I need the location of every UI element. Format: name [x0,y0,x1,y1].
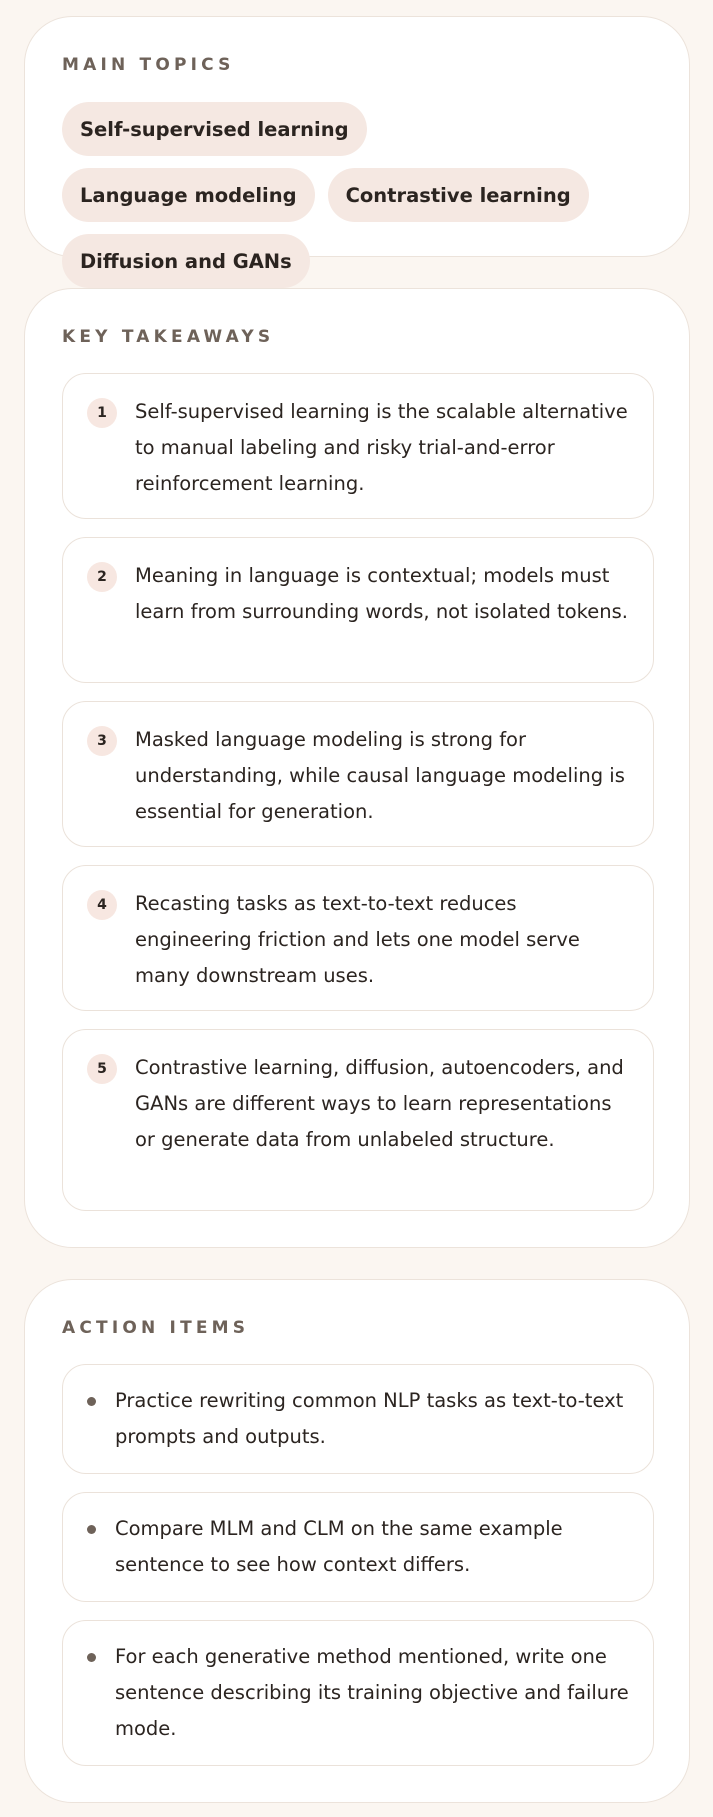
bullet-icon [87,1397,96,1406]
bullet-icon [87,1653,96,1662]
takeaway-number-badge: 4 [87,890,117,920]
takeaway-item [62,373,654,519]
topic-chip[interactable]: Diffusion and GANs [62,234,310,288]
main-topics-title: MAIN TOPICS [62,55,235,75]
takeaway-text: Meaning in language is contextual; models must learn from surrounding words, not isolated tokens. [135,564,628,623]
takeaway-text: Contrastive learning, diffusion, autoencoders, and GANs are different ways to learn representations or generate data from unlabeled structure. [135,1056,624,1151]
action-item-text: For each generative method mentioned, write one sentence describing its training objective and failure mode. [115,1645,629,1740]
topic-chip[interactable]: Language modeling [62,168,315,222]
action-item [62,1492,654,1602]
takeaway-number-badge: 2 [87,562,117,592]
topic-chip-list [62,102,622,288]
bullet-icon [87,1525,96,1534]
takeaway-number-badge: 5 [87,1054,117,1084]
action-item [62,1620,654,1766]
takeaway-text: Masked language modeling is strong for understanding, while causal language modeling is essential for generation. [135,728,625,823]
takeaway-item [62,1029,654,1211]
key-takeaways-title: KEY TAKEAWAYS [62,327,275,347]
action-item-text: Compare MLM and CLM on the same example sentence to see how context differs. [115,1517,563,1576]
takeaway-number-badge: 1 [87,398,117,428]
takeaway-item [62,701,654,847]
action-item-text: Practice rewriting common NLP tasks as text-to-text prompts and outputs. [115,1389,624,1448]
takeaway-number-badge: 3 [87,726,117,756]
takeaway-text: Self-supervised learning is the scalable alternative to manual labeling and risky trial-and-error reinforcement learning. [135,400,628,495]
key-takeaways-card [24,288,690,1248]
topic-chip[interactable]: Self-supervised learning [62,102,367,156]
action-items-title: ACTION ITEMS [62,1318,250,1338]
topic-chip[interactable]: Contrastive learning [328,168,589,222]
action-items-card [24,1279,690,1803]
action-item [62,1364,654,1474]
takeaway-text: Recasting tasks as text-to-text reduces engineering friction and lets one model serve many downstream uses. [135,892,580,987]
takeaway-item [62,865,654,1011]
takeaway-item [62,537,654,683]
main-topics-card [24,16,690,273]
